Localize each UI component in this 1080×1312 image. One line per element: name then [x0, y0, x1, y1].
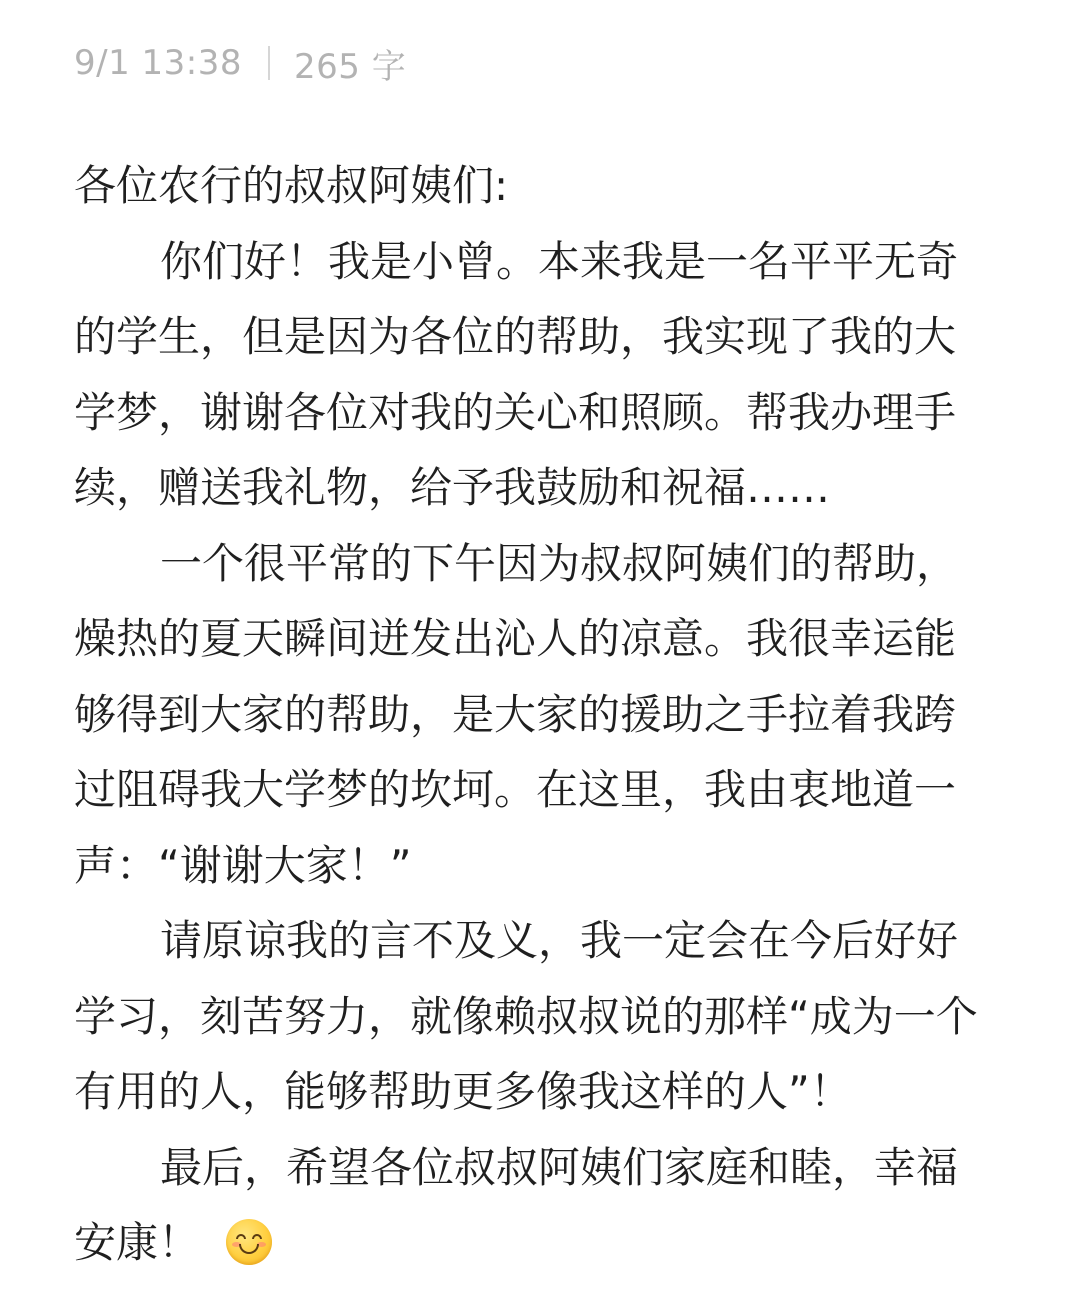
note-body[interactable]: [74, 148, 994, 1281]
note-line: 有用的人，能够帮助更多像我这样的人”！: [74, 1067, 852, 1116]
smiling-face-emoji-icon: [226, 1219, 272, 1265]
note-line-text: 安康！: [74, 1218, 201, 1267]
note-word-count: 265 字: [294, 46, 407, 87]
note-line: 各位农行的叔叔阿姨们:: [74, 161, 509, 210]
note-line: 最后，希望各位叔叔阿姨们家庭和睦，幸福: [160, 1142, 959, 1192]
note-line: 燥热的夏天瞬间迸发出沁人的凉意。我很幸运能: [74, 614, 957, 663]
note-datetime: 9/1 13:38: [74, 43, 243, 83]
note-line: 续，赠送我礼物，给予我鼓励和祝福……: [74, 463, 831, 512]
note-line: 学梦，谢谢各位对我的关心和照顾。帮我办理手: [74, 387, 957, 437]
note-line: 一个很平常的下午因为叔叔阿姨们的帮助，: [160, 538, 959, 588]
note-line: 声：“谢谢大家！”: [74, 840, 412, 890]
note-line: 学习，刻苦努力，就像赖叔叔说的那样“成为一个: [74, 991, 978, 1041]
note-meta-bar: [74, 40, 406, 86]
note-line: 够得到大家的帮助，是大家的援助之手拉着我跨: [74, 689, 957, 739]
note-line-last: [74, 1205, 994, 1281]
meta-divider: [268, 46, 270, 80]
note-line: 过阻碍我大学梦的坎坷。在这里，我由衷地道一: [74, 765, 957, 814]
note-line: 你们好！我是小曾。本来我是一名平平无奇: [160, 236, 959, 286]
note-line: 的学生，但是因为各位的帮助，我实现了我的大: [74, 312, 957, 361]
note-line: 请原谅我的言不及义，我一定会在今后好好: [160, 916, 959, 965]
